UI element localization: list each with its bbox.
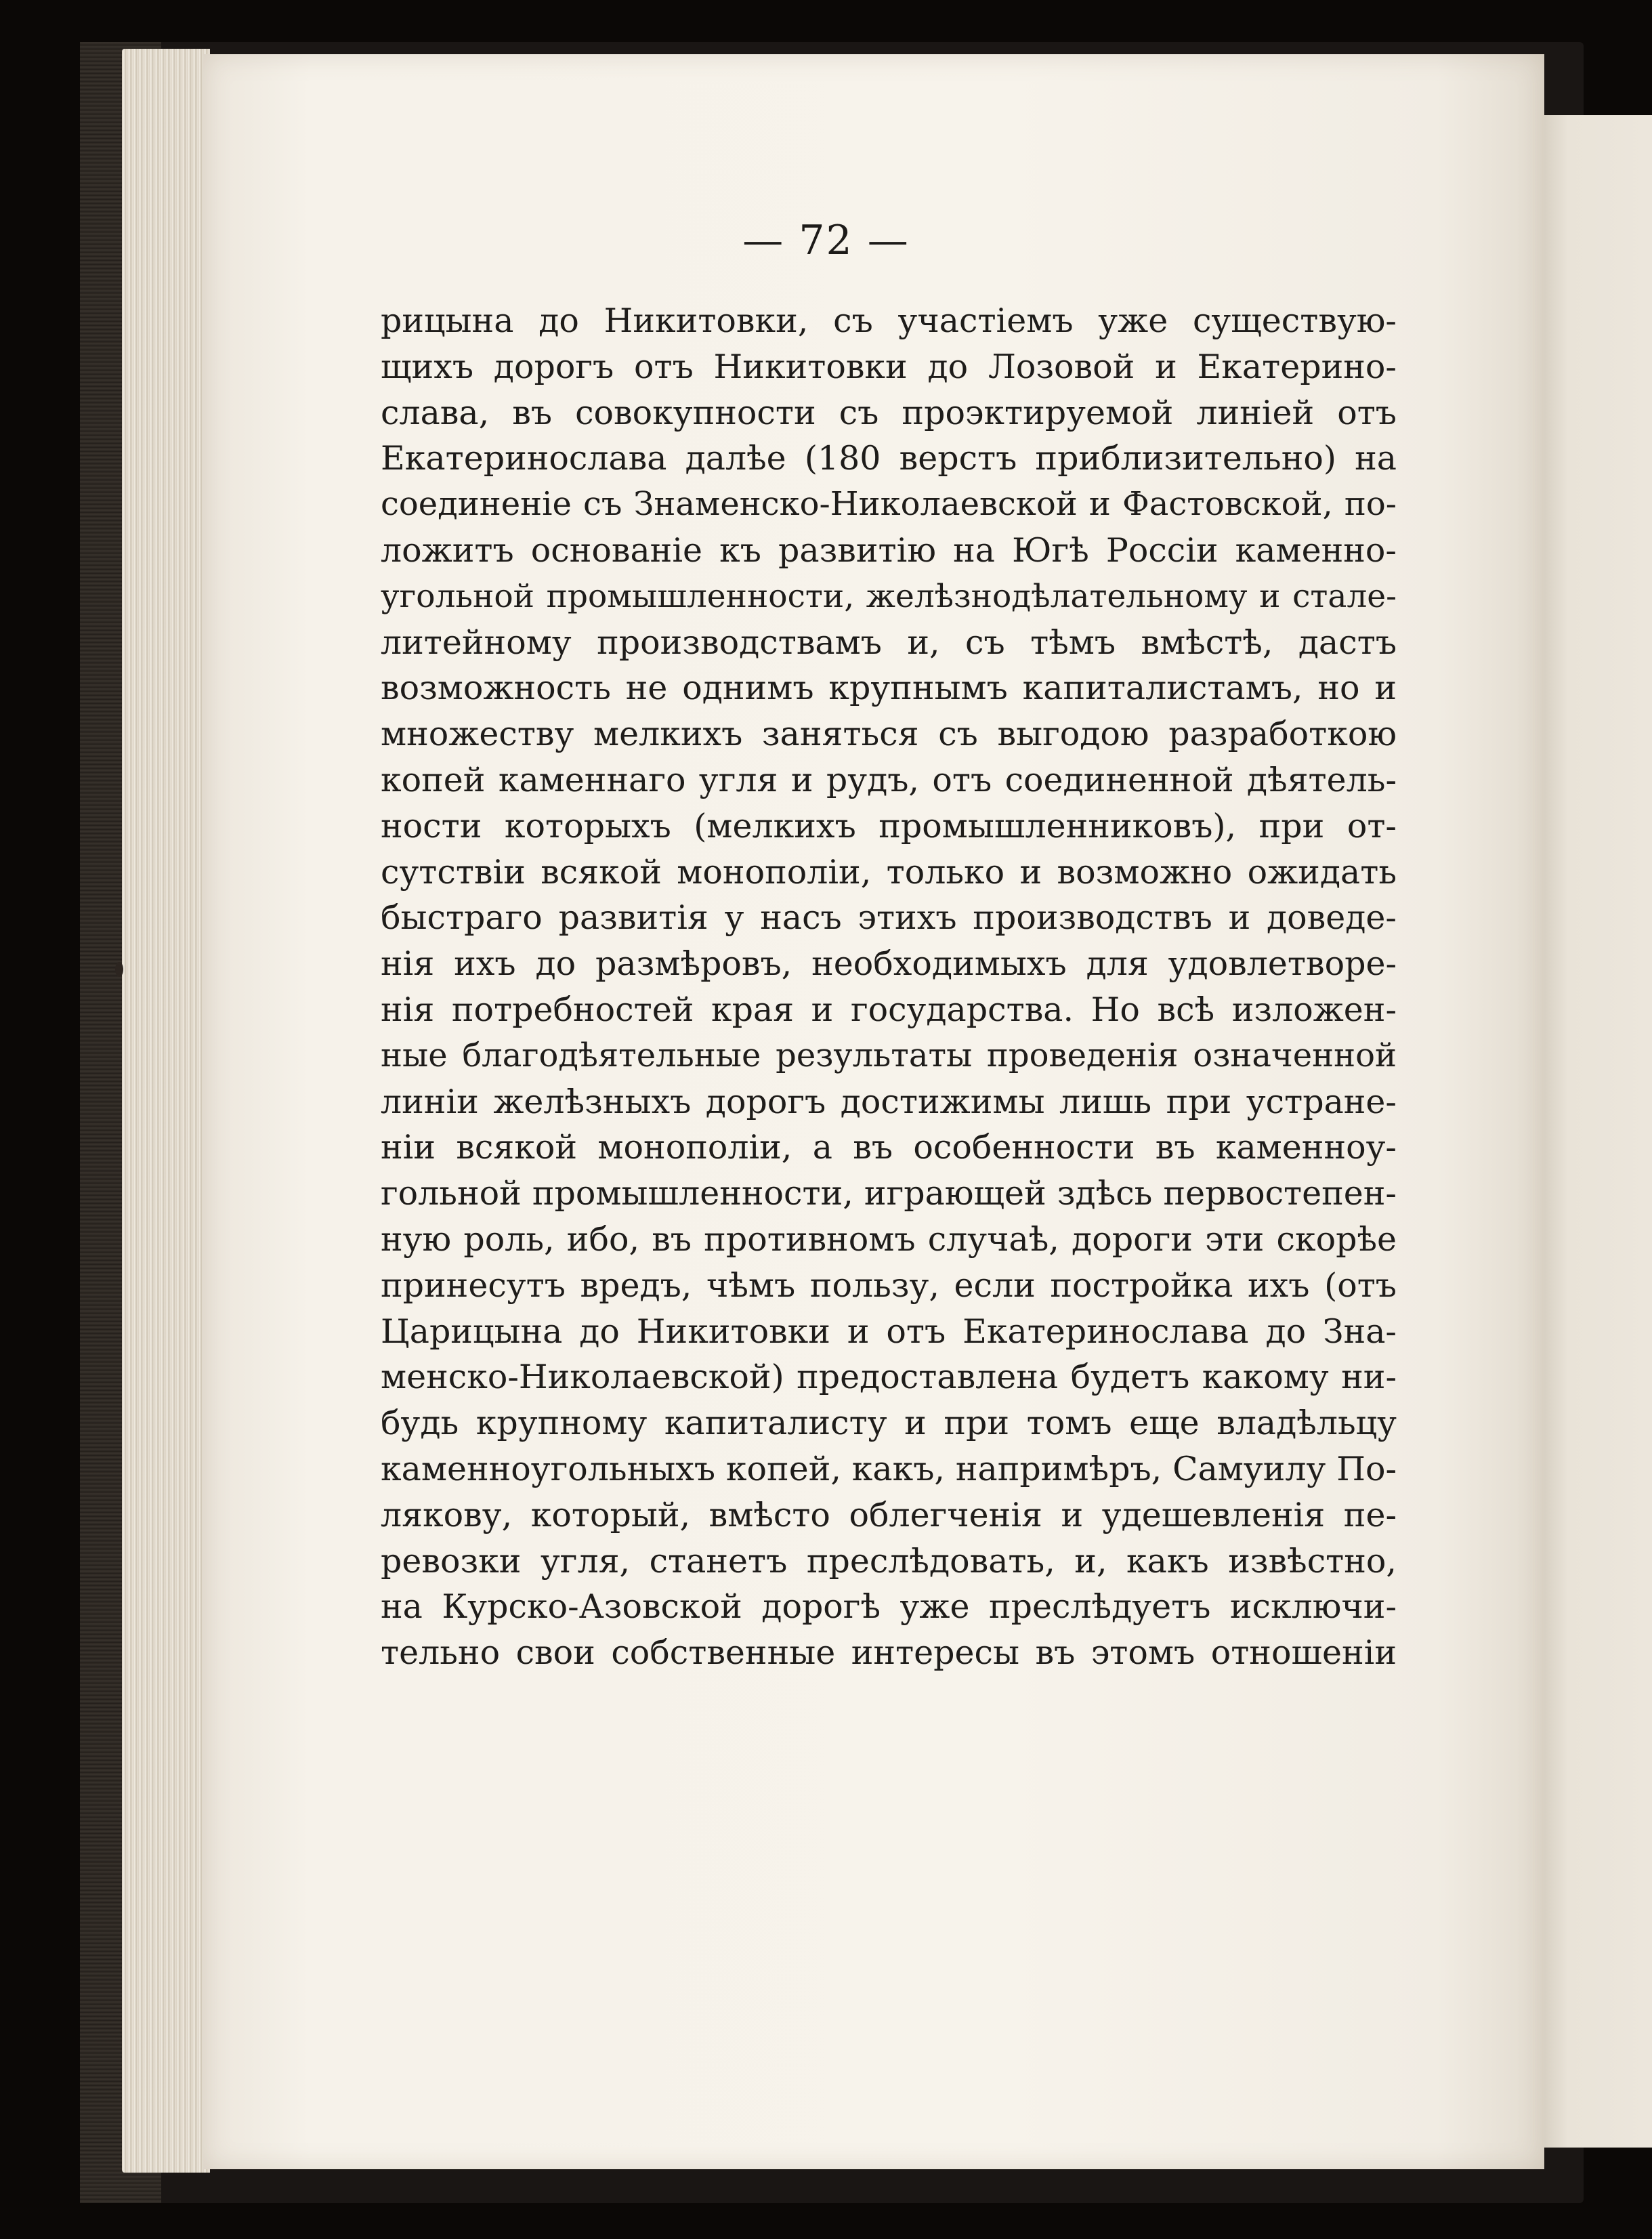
text-line: сутствіи всякой монополіи, только и возможно ожидать xyxy=(381,852,1397,892)
page-edges xyxy=(122,49,210,2173)
body-text xyxy=(381,298,1397,1676)
text-line: копей каменнаго угля и рудъ, отъ соединенной дѣятель- xyxy=(381,760,1397,799)
text-line: щихъ дорогъ отъ Никитовки до Лозовой и Екатерино- xyxy=(381,347,1397,386)
text-line: ревозки угля, станетъ преслѣдовать, и, какъ извѣстно, xyxy=(381,1541,1397,1581)
text-line: линіи желѣзныхъ дорогъ достижимы лишь при устране- xyxy=(381,1082,1397,1121)
text-line: на Курско-Азовской дорогѣ уже преслѣдуетъ исключи- xyxy=(381,1587,1397,1627)
text-line: будь крупному капиталисту и при томъ еще владѣльцу xyxy=(381,1404,1397,1443)
text-line: менско-Николаевской) предоставлена будетъ какому ни- xyxy=(381,1358,1397,1397)
text-line: нія потребностей края и государства. Но всѣ изложен- xyxy=(381,990,1397,1029)
text-line: ложитъ основаніе къ развитію на Югѣ Россіи каменно- xyxy=(381,530,1397,570)
text-line: ности которыхъ (мелкихъ промышленниковъ), при от- xyxy=(381,806,1397,845)
text-line: угольной промышленности, желѣзнодѣлательному и стале- xyxy=(381,577,1397,615)
text-line: ніи всякой монополіи, а въ особенности въ каменноу- xyxy=(381,1128,1397,1167)
text-line: Царицына до Никитовки и отъ Екатеринослава до Зна- xyxy=(381,1312,1397,1351)
text-line: множеству мелкихъ заняться съ выгодою разработкою xyxy=(381,715,1397,754)
text-line: соединеніе съ Знаменско-Николаевской и Фастовской, по- xyxy=(381,485,1397,524)
facing-page-edge xyxy=(1532,115,1652,2148)
text-line: каменноугольныхъ копей, какъ, напримѣръ, Самуилу По- xyxy=(381,1449,1397,1488)
margin-speck xyxy=(115,962,123,977)
text-line: лякову, который, вмѣсто облегченія и удешевленія пе- xyxy=(381,1495,1397,1534)
text-line: гольной промышленности, играющей здѣсь первостепен- xyxy=(381,1174,1397,1213)
text-line: нія ихъ до размѣровъ, необходимыхъ для удовлетворе- xyxy=(381,944,1397,984)
text-line: литейному производствамъ и, съ тѣмъ вмѣстѣ, дастъ xyxy=(381,623,1397,662)
text-line: ные благодѣятельные результаты проведенія означенной xyxy=(381,1036,1397,1074)
page-number: — 72 — xyxy=(742,217,910,264)
text-line: принесутъ вредъ, чѣмъ пользу, если постройка ихъ (отъ xyxy=(381,1265,1397,1305)
text-line: Екатеринослава далѣе (180 верстъ приблизительно) на xyxy=(381,439,1397,478)
text-line: рицына до Никитовки, съ участіемъ уже существую- xyxy=(381,301,1397,340)
text-line: возможность не однимъ крупнымъ капиталистамъ, но и xyxy=(381,669,1397,708)
text-line: быстраго развитія у насъ этихъ производствъ и доведе- xyxy=(381,898,1397,938)
text-line: тельно свои собственные интересы въ этомъ отношеніи xyxy=(381,1633,1397,1673)
text-line: слава, въ совокупности съ проэктируемой линіей отъ xyxy=(381,393,1397,432)
text-line: ную роль, ибо, въ противномъ случаѣ, дороги эти скорѣе xyxy=(381,1219,1397,1259)
